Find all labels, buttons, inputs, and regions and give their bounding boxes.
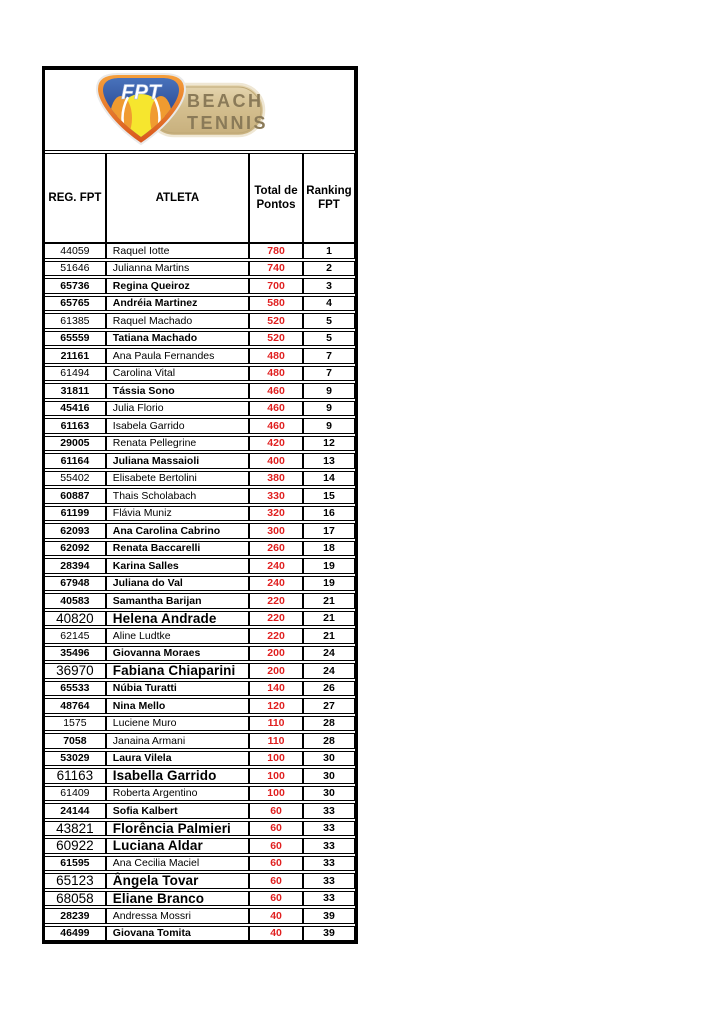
points-cell: 240: [249, 576, 303, 592]
reg-fpt-cell: 36970: [45, 663, 106, 679]
reg-fpt-cell: 65736: [45, 278, 106, 294]
points-cell: 580: [249, 296, 303, 312]
points-cell: 220: [249, 611, 303, 627]
table-row: [45, 418, 355, 434]
ranking-cell: 12: [303, 436, 355, 452]
table-row: [45, 278, 355, 294]
table-row: [45, 856, 355, 872]
points-cell: 420: [249, 436, 303, 452]
athlete-name-cell: Luciana Aldar: [106, 838, 249, 854]
table-row: [45, 681, 355, 697]
athlete-name-cell: Helena Andrade: [106, 611, 249, 627]
points-cell: 740: [249, 261, 303, 277]
ranking-cell: 28: [303, 716, 355, 732]
points-cell: 100: [249, 786, 303, 802]
table-row: [45, 733, 355, 749]
reg-fpt-cell: 61494: [45, 366, 106, 382]
ranking-cell: 13: [303, 453, 355, 469]
reg-fpt-cell: 40820: [45, 611, 106, 627]
ranking-cell: 21: [303, 593, 355, 609]
athlete-name-cell: Ana Cecilia Maciel: [106, 856, 249, 872]
ranking-cell: 7: [303, 348, 355, 364]
athlete-name-cell: Juliana do Val: [106, 576, 249, 592]
table-row: [45, 576, 355, 592]
logo-text-beach: BEACH: [186, 91, 264, 111]
beach-tennis-logo-graphic: [88, 71, 268, 149]
points-cell: 110: [249, 716, 303, 732]
ranking-cell: 27: [303, 698, 355, 714]
table-row: [45, 628, 355, 644]
table-row: [45, 243, 355, 259]
points-cell: 700: [249, 278, 303, 294]
ranking-cell: 3: [303, 278, 355, 294]
reg-fpt-cell: 35496: [45, 646, 106, 662]
athlete-name-cell: Thais Scholabach: [106, 488, 249, 504]
reg-fpt-cell: 65559: [45, 331, 106, 347]
table-row: [45, 768, 355, 784]
athlete-name-cell: Julianna Martins: [106, 261, 249, 277]
table-row: [45, 506, 355, 522]
points-cell: 460: [249, 418, 303, 434]
points-cell: 320: [249, 506, 303, 522]
reg-fpt-cell: 48764: [45, 698, 106, 714]
ranking-cell: 9: [303, 383, 355, 399]
points-cell: 60: [249, 838, 303, 854]
ranking-cell: 33: [303, 803, 355, 819]
athlete-name-cell: Juliana Massaioli: [106, 453, 249, 469]
athlete-name-cell: Samantha Barijan: [106, 593, 249, 609]
ranking-cell: 19: [303, 576, 355, 592]
athlete-name-cell: Andréia Martinez: [106, 296, 249, 312]
points-cell: 40: [249, 908, 303, 924]
athlete-name-cell: Regina Queiroz: [106, 278, 249, 294]
reg-fpt-cell: 67948: [45, 576, 106, 592]
points-cell: 220: [249, 628, 303, 644]
table-row: [45, 803, 355, 819]
athlete-name-cell: Ana Paula Fernandes: [106, 348, 249, 364]
points-cell: 240: [249, 558, 303, 574]
ranking-cell: 5: [303, 331, 355, 347]
table-row: [45, 646, 355, 662]
header-ranking-fpt-line1: Ranking: [306, 185, 352, 197]
ranking-cell: 30: [303, 768, 355, 784]
reg-fpt-cell: 61163: [45, 418, 106, 434]
header-total-pontos-line1: Total de: [254, 185, 298, 197]
points-cell: 140: [249, 681, 303, 697]
ranking-cell: 14: [303, 471, 355, 487]
ranking-cell: 33: [303, 821, 355, 837]
table-row: [45, 331, 355, 347]
points-cell: 60: [249, 856, 303, 872]
points-cell: 380: [249, 471, 303, 487]
table-row: [45, 838, 355, 854]
reg-fpt-cell: 21161: [45, 348, 106, 364]
athlete-name-cell: Sofia Kalbert: [106, 803, 249, 819]
reg-fpt-cell: 62145: [45, 628, 106, 644]
points-cell: 100: [249, 751, 303, 767]
reg-fpt-cell: 65533: [45, 681, 106, 697]
athlete-name-cell: Isabela Garrido: [106, 418, 249, 434]
table-row: [45, 453, 355, 469]
points-cell: 460: [249, 401, 303, 417]
reg-fpt-cell: 28394: [45, 558, 106, 574]
ranking-cell: 30: [303, 786, 355, 802]
reg-fpt-cell: 65765: [45, 296, 106, 312]
ranking-cell: 9: [303, 401, 355, 417]
table-row: [45, 436, 355, 452]
athlete-name-cell: Nina Mello: [106, 698, 249, 714]
ranking-cell: 33: [303, 838, 355, 854]
athlete-name-cell: Núbia Turatti: [106, 681, 249, 697]
header-ranking-fpt-line2: FPT: [318, 199, 340, 211]
ranking-cell: 9: [303, 418, 355, 434]
athlete-name-cell: Ana Carolina Cabrino: [106, 523, 249, 539]
points-cell: 120: [249, 698, 303, 714]
reg-fpt-cell: 28239: [45, 908, 106, 924]
ranking-cell: 2: [303, 261, 355, 277]
athlete-name-cell: Tatiana Machado: [106, 331, 249, 347]
table-row: [45, 523, 355, 539]
header-ranking-fpt: [303, 153, 355, 243]
reg-fpt-cell: 55402: [45, 471, 106, 487]
reg-fpt-cell: 60887: [45, 488, 106, 504]
table-row: [45, 908, 355, 924]
points-cell: 520: [249, 331, 303, 347]
athlete-name-cell: Fabiana Chiaparini: [106, 663, 249, 679]
table-row: [45, 611, 355, 627]
ranking-cell: 39: [303, 926, 355, 942]
reg-fpt-cell: 61164: [45, 453, 106, 469]
table-row: [45, 716, 355, 732]
ranking-cell: 1: [303, 243, 355, 259]
points-cell: 60: [249, 891, 303, 907]
reg-fpt-cell: 60922: [45, 838, 106, 854]
athlete-name-cell: Janaina Armani: [106, 733, 249, 749]
logo-cell: [45, 69, 355, 151]
ranking-cell: 17: [303, 523, 355, 539]
reg-fpt-cell: 40583: [45, 593, 106, 609]
table-row: [45, 313, 355, 329]
athlete-name-cell: Ângela Tovar: [106, 873, 249, 889]
reg-fpt-cell: 44059: [45, 243, 106, 259]
ranking-cell: 21: [303, 628, 355, 644]
points-cell: 220: [249, 593, 303, 609]
ranking-cell: 19: [303, 558, 355, 574]
reg-fpt-cell: 62092: [45, 541, 106, 557]
table-row: [45, 663, 355, 679]
athlete-name-cell: Julia Florio: [106, 401, 249, 417]
logo-text-fpt: FPT: [120, 81, 161, 104]
athlete-name-cell: Carolina Vital: [106, 366, 249, 382]
athlete-name-cell: Karina Salles: [106, 558, 249, 574]
points-cell: 780: [249, 243, 303, 259]
ranking-cell: 39: [303, 908, 355, 924]
ranking-cell: 7: [303, 366, 355, 382]
ranking-cell: 30: [303, 751, 355, 767]
header-reg-fpt: REG. FPT: [45, 153, 106, 243]
logo-row: [45, 69, 355, 151]
reg-fpt-cell: 68058: [45, 891, 106, 907]
table-row: [45, 383, 355, 399]
reg-fpt-cell: 46499: [45, 926, 106, 942]
reg-fpt-cell: 7058: [45, 733, 106, 749]
table-row: [45, 348, 355, 364]
reg-fpt-cell: 29005: [45, 436, 106, 452]
ranking-cell: 21: [303, 611, 355, 627]
table-row: [45, 296, 355, 312]
athlete-name-cell: Raquel Machado: [106, 313, 249, 329]
points-cell: 460: [249, 383, 303, 399]
ranking-cell: 24: [303, 663, 355, 679]
table-row: [45, 471, 355, 487]
points-cell: 400: [249, 453, 303, 469]
athlete-name-cell: Renata Pellegrine: [106, 436, 249, 452]
points-cell: 40: [249, 926, 303, 942]
table-row: [45, 593, 355, 609]
table-row: [45, 488, 355, 504]
table-row: [45, 786, 355, 802]
reg-fpt-cell: 45416: [45, 401, 106, 417]
table-row: [45, 698, 355, 714]
table-row: [45, 821, 355, 837]
table-row: [45, 891, 355, 907]
athlete-name-cell: Elisabete Bertolini: [106, 471, 249, 487]
reg-fpt-cell: 65123: [45, 873, 106, 889]
athlete-name-cell: Aline Ludtke: [106, 628, 249, 644]
table-row: [45, 401, 355, 417]
points-cell: 110: [249, 733, 303, 749]
table-row: [45, 541, 355, 557]
points-cell: 300: [249, 523, 303, 539]
reg-fpt-cell: 24144: [45, 803, 106, 819]
ranking-cell: 33: [303, 873, 355, 889]
reg-fpt-cell: 61595: [45, 856, 106, 872]
points-cell: 100: [249, 768, 303, 784]
athlete-name-cell: Luciene Muro: [106, 716, 249, 732]
reg-fpt-cell: 43821: [45, 821, 106, 837]
points-cell: 260: [249, 541, 303, 557]
athlete-name-cell: Isabella Garrido: [106, 768, 249, 784]
reg-fpt-cell: 61199: [45, 506, 106, 522]
reg-fpt-cell: 61163: [45, 768, 106, 784]
athlete-name-cell: Giovanna Moraes: [106, 646, 249, 662]
reg-fpt-cell: 53029: [45, 751, 106, 767]
ranking-cell: 24: [303, 646, 355, 662]
ranking-cell: 28: [303, 733, 355, 749]
fpt-beach-tennis-logo: [88, 71, 268, 149]
reg-fpt-cell: 51646: [45, 261, 106, 277]
table-body: [45, 243, 355, 941]
athlete-name-cell: Giovana Tomita: [106, 926, 249, 942]
table-header-row: [45, 153, 355, 243]
table-row: [45, 261, 355, 277]
ranking-cell: 15: [303, 488, 355, 504]
points-cell: 520: [249, 313, 303, 329]
points-cell: 480: [249, 348, 303, 364]
reg-fpt-cell: 1575: [45, 716, 106, 732]
points-cell: 60: [249, 821, 303, 837]
athlete-name-cell: Tássia Sono: [106, 383, 249, 399]
athlete-name-cell: Florência Palmieri: [106, 821, 249, 837]
ranking-cell: 5: [303, 313, 355, 329]
header-atleta: ATLETA: [106, 153, 249, 243]
reg-fpt-cell: 61385: [45, 313, 106, 329]
table-row: [45, 558, 355, 574]
reg-fpt-cell: 61409: [45, 786, 106, 802]
ranking-table: [42, 66, 358, 944]
athlete-name-cell: Andressa Mossri: [106, 908, 249, 924]
logo-text-tennis: TENNIS: [186, 113, 268, 133]
header-total-pontos-line2: Pontos: [256, 199, 296, 211]
table-row: [45, 366, 355, 382]
table-row: [45, 751, 355, 767]
ranking-cell: 16: [303, 506, 355, 522]
points-cell: 60: [249, 873, 303, 889]
header-total-pontos: [249, 153, 303, 243]
athlete-name-cell: Flávia Muniz: [106, 506, 249, 522]
points-cell: 60: [249, 803, 303, 819]
reg-fpt-cell: 31811: [45, 383, 106, 399]
athlete-name-cell: Roberta Argentino: [106, 786, 249, 802]
points-cell: 330: [249, 488, 303, 504]
athlete-name-cell: Eliane Branco: [106, 891, 249, 907]
ranking-cell: 33: [303, 891, 355, 907]
reg-fpt-cell: 62093: [45, 523, 106, 539]
table-row: [45, 873, 355, 889]
athlete-name-cell: Raquel Iotte: [106, 243, 249, 259]
ranking-cell: 18: [303, 541, 355, 557]
ranking-cell: 26: [303, 681, 355, 697]
ranking-cell: 4: [303, 296, 355, 312]
ranking-cell: 33: [303, 856, 355, 872]
athlete-name-cell: Laura Vilela: [106, 751, 249, 767]
table-row: [45, 926, 355, 942]
points-cell: 200: [249, 663, 303, 679]
athlete-name-cell: Renata Baccarelli: [106, 541, 249, 557]
points-cell: 480: [249, 366, 303, 382]
points-cell: 200: [249, 646, 303, 662]
